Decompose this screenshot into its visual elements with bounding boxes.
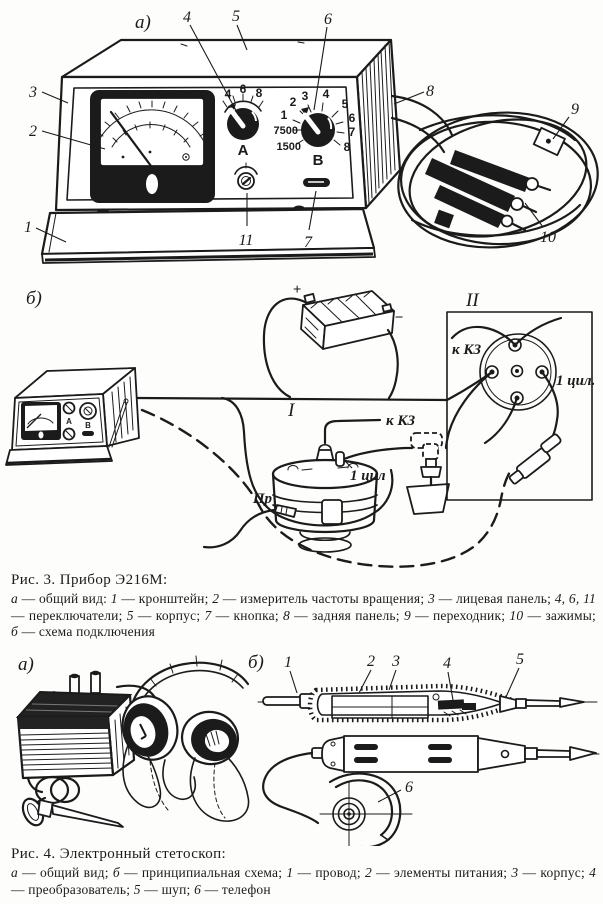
legend-segment: — кронштейн; <box>117 591 213 606</box>
callout4-6: 6 <box>405 779 413 796</box>
meter <box>90 90 215 203</box>
callout-6: 6 <box>324 11 332 28</box>
bracket <box>42 209 375 263</box>
legend-segment: 1 <box>286 865 294 880</box>
knob-a-tick-8: 8 <box>255 86 263 100</box>
battery <box>293 282 404 349</box>
panel-ii-wires <box>446 318 561 451</box>
callout-5: 5 <box>232 8 240 25</box>
cyl1-label: 1 цил <box>350 468 386 484</box>
callout4-3: 3 <box>392 653 400 670</box>
fig3-part-b-label: б) <box>26 288 42 309</box>
legend-segment: 5 <box>126 607 134 623</box>
legend-segment: б <box>11 624 18 639</box>
legend-segment: 10 <box>509 607 524 623</box>
spark-plug <box>407 433 449 514</box>
fig3-caption-title: Рис. 3. Прибор Э216М: <box>11 572 168 588</box>
legend-segment: а <box>11 865 18 880</box>
legend-segment: — общий вид; <box>17 865 113 880</box>
headphones <box>116 656 249 821</box>
fig3-caption <box>11 572 596 641</box>
meter-adjust-screw <box>146 174 158 194</box>
knob-a-tick-4: 4 <box>224 87 232 101</box>
legend-segment: 6 <box>194 881 202 897</box>
legend-segment: 8 <box>282 607 290 623</box>
legend-segment: 1 <box>110 591 118 606</box>
callout4-5: 5 <box>516 651 524 668</box>
callout-1: 1 <box>24 219 32 236</box>
legend-segment: — лицевая панель; <box>434 591 555 606</box>
spike-probe <box>19 777 123 828</box>
knob-b-tick-8: 8 <box>343 140 351 154</box>
legend-segment: — зажимы; <box>523 607 597 623</box>
legend-segment: 5 <box>133 881 141 897</box>
fig3a-cable-bundle <box>392 96 603 257</box>
legend-segment: — элементы питания; <box>371 865 512 880</box>
mini-knob-a-label: А <box>66 417 72 426</box>
callout4-1: 1 <box>284 654 292 671</box>
fig4b-schematic <box>248 651 600 846</box>
fig4-caption-title: Рис. 4. Электронный стетоскоп: <box>11 846 227 862</box>
panel-kz-label: к КЗ <box>452 342 482 358</box>
legend-segment: — задняя панель; <box>289 607 404 623</box>
device-top-face <box>62 40 391 77</box>
mini-device <box>6 368 139 465</box>
fig4-part-b-label: б) <box>248 652 264 673</box>
legend-segment: 2 <box>212 591 220 606</box>
legend-segment: 9 <box>403 607 411 623</box>
callout-4: 4 <box>183 9 191 26</box>
knob-a-tick-6: 6 <box>239 82 247 96</box>
knob-b-tick-7: 7 <box>348 125 356 139</box>
legend-segment: — измеритель частоты вращения; <box>219 591 428 606</box>
knob-b-range-hi: 7500 <box>273 125 298 137</box>
probe-section <box>258 686 600 720</box>
knob-b-label: В <box>312 152 324 169</box>
legend-segment: — преобразователь; <box>11 881 134 897</box>
callout-2: 2 <box>29 123 37 140</box>
legend-segment: — схема подключения <box>18 624 156 639</box>
battery-minus: − <box>394 310 404 326</box>
legend-segment: 3 <box>427 591 435 606</box>
knob-b-range-lo: 1500 <box>276 141 301 153</box>
legend-segment: — телефон <box>201 881 271 897</box>
callout-11: 11 <box>238 232 254 249</box>
knob-b-tick-5: 5 <box>341 97 349 111</box>
callout-10: 10 <box>540 229 556 246</box>
pr-label: Пр <box>252 491 272 507</box>
fig3-part-a-label: а) <box>135 12 151 33</box>
button-7 <box>303 178 330 187</box>
fig3b-scheme <box>6 282 595 567</box>
panel-ii <box>446 290 595 500</box>
battery-plus: + <box>292 282 302 298</box>
fig3a-device <box>42 40 400 263</box>
legend-segment: 7 <box>204 607 212 623</box>
probe-outside <box>310 736 600 772</box>
fig4-caption <box>11 846 596 898</box>
knob-b-tick-4: 4 <box>322 87 330 101</box>
ignition-coil <box>273 445 377 552</box>
panel-connector <box>505 433 566 486</box>
knob-b-tick-3: 3 <box>301 89 309 103</box>
fig4-illustration <box>0 640 603 846</box>
adapter-9 <box>534 128 565 155</box>
callout-3: 3 <box>29 84 37 101</box>
legend-segment: 4, 6, 11 <box>554 591 596 606</box>
knob-b-tick-1: 1 <box>280 108 288 122</box>
callout-7: 7 <box>304 234 312 251</box>
to-kz-label: к КЗ <box>386 413 416 429</box>
legend-segment: — принципиальная схема; <box>119 865 287 880</box>
legend-segment: — провод; <box>293 865 365 880</box>
mini-knob-b-label: В <box>85 421 91 430</box>
legend-segment: а <box>11 591 18 606</box>
coil-terminal <box>336 452 344 466</box>
legend-segment: 4 <box>589 865 597 880</box>
fig4a-general-view <box>18 654 249 828</box>
knob-a-label: А <box>237 142 249 159</box>
legend-segment: — шуп; <box>140 881 195 897</box>
distributor-terminals <box>486 339 548 404</box>
fig4-part-a-label: а) <box>18 654 34 675</box>
callout-8: 8 <box>426 83 434 100</box>
legend-segment: — корпус; <box>133 607 205 623</box>
legend-segment: — переключатели; <box>11 607 127 623</box>
fig3-caption-legend <box>11 591 596 641</box>
legend-segment: б <box>112 865 120 880</box>
fig4-caption-legend <box>11 865 596 898</box>
legend-segment: 3 <box>511 865 519 880</box>
knob-b-tick-6: 6 <box>348 111 356 125</box>
legend-segment: — переходник; <box>410 607 510 623</box>
legend-segment: — общий вид: <box>17 591 111 606</box>
callout-9: 9 <box>571 101 579 118</box>
callout4-2: 2 <box>367 653 375 670</box>
callout4-4: 4 <box>443 655 451 672</box>
panel-cyl-label: 1 цил. <box>556 373 596 389</box>
legend-segment: — корпус; <box>518 865 590 880</box>
legend-segment: — кнопка; <box>211 607 283 623</box>
knob-b-tick-2: 2 <box>289 95 297 109</box>
legend-segment: 2 <box>364 865 372 880</box>
zone-2-label: II <box>466 290 479 311</box>
clamps <box>425 150 550 230</box>
zone-1-label: I <box>288 400 295 421</box>
